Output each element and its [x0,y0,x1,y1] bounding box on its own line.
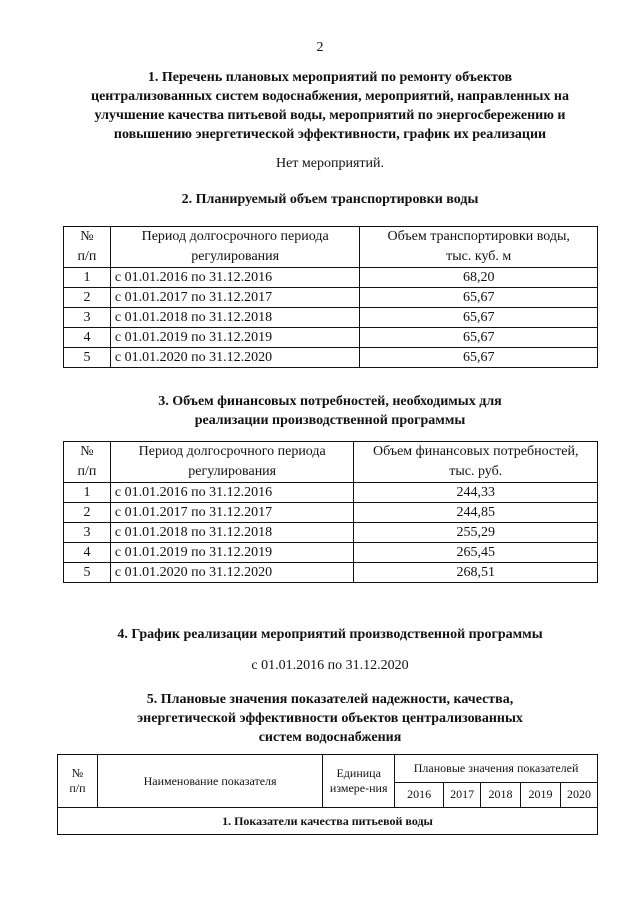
transport-volume-table [63,226,598,368]
table-header-row [64,442,598,483]
header-period: Период долгосрочного периода регулирования [110,227,359,268]
header-value: Объем транспортировки воды, тыс. куб. м [360,227,598,268]
header-planned-values: Плановые значения показателей [395,755,598,783]
subsection-row [58,808,598,835]
header-year: 2020 [560,782,597,807]
section5-title: 5. Плановые значения показателей надежности, качества, энергетической эффективности объектов централизованных систем водоснабжения [137,692,523,745]
table-row: 5 с 01.01.2020 по 31.12.2020 65,67 [64,348,598,368]
header-num: № п/п [64,227,111,268]
header-value: Объем финансовых потребностей, тыс. руб. [354,442,598,483]
section3-title: 3. Объем финансовых потребностей, необходимых для реализации производственной программы [158,394,502,428]
indicators-table [57,754,598,835]
table-row: 1 с 01.01.2016 по 31.12.2016 68,20 [64,268,598,288]
table-row: 4 с 01.01.2019 по 31.12.2019 65,67 [64,328,598,348]
header-year: 2019 [521,782,561,807]
table-row: 3 с 01.01.2018 по 31.12.2018 65,67 [64,308,598,328]
section2-title: 2. Планируемый объем транспортировки воды [181,192,479,207]
table-row: 4 с 01.01.2019 по 31.12.2019 265,45 [64,543,598,563]
table-row: 5 с 01.01.2020 по 31.12.2020 268,51 [64,563,598,583]
header-num: № п/п [58,755,98,808]
header-period: Период долгосрочного периода регулирования [110,442,354,483]
header-num: № п/п [64,442,111,483]
table-header-row [58,755,598,783]
header-year: 2016 [395,782,444,807]
table-row: 1 с 01.01.2016 по 31.12.2016 244,33 [64,483,598,503]
header-year: 2018 [481,782,521,807]
table-row: 3 с 01.01.2018 по 31.12.2018 255,29 [64,523,598,543]
header-unit: Единица измере-ния [323,755,395,808]
table-header-row [64,227,598,268]
page-number: 2 [316,40,324,55]
table-row: 2 с 01.01.2017 по 31.12.2017 65,67 [64,288,598,308]
section4-period: с 01.01.2016 по 31.12.2020 [251,658,409,673]
header-year: 2017 [444,782,481,807]
table-row: 2 с 01.01.2017 по 31.12.2017 244,85 [64,503,598,523]
financial-needs-table [63,441,598,583]
section4-title: 4. График реализации мероприятий производственной программы [117,627,543,642]
section1-title: 1. Перечень плановых мероприятий по ремонту объектов централизованных систем водоснабжения, мероприятий, направленных на улучшение качества питьевой воды, мероприятий по энергосбережению и повышению энергетической эффективности, график их реализации [91,70,569,142]
subsection-title: 1. Показатели качества питьевой воды [58,808,598,835]
section1-note: Нет мероприятий. [275,156,385,171]
header-indicator-name: Наименование показателя [97,755,322,808]
